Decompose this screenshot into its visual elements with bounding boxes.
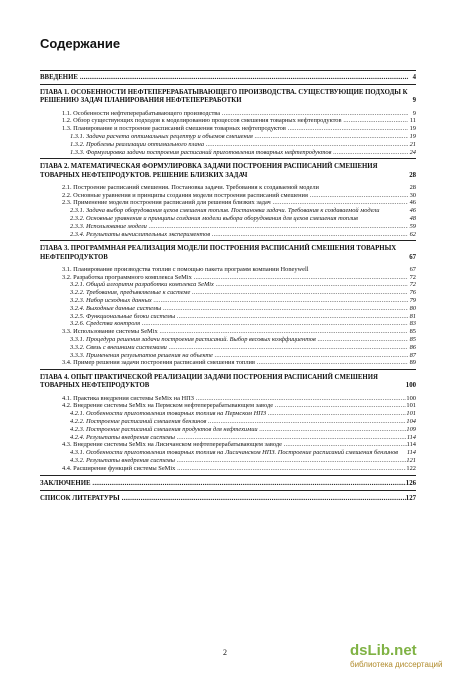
toc-page-number: 72 (409, 273, 416, 281)
toc-page-number: 127 (405, 494, 416, 502)
toc-page-number: 59 (409, 222, 416, 230)
toc-entry-title: ГЛАВА 2. МАТЕМАТИЧЕСКАЯ ФОРМУЛИРОВКА ЗАДАЧИ ПОСТРОЕНИЯ РАСПИСАНИЙ СМЕШЕНИЯ ТОВАРНЫХ НЕФТЕПРОДУКТОВ. РЕШЕНИЕ БЛИЗКИХ ЗАДАЧ (40, 163, 378, 179)
toc-entry-conclusion[interactable] (40, 478, 416, 488)
toc-entry-2-3-4[interactable] (40, 231, 416, 239)
toc-entry-title: ЗАКЛЮЧЕНИЕ ..... (40, 480, 406, 488)
toc-page-number: 4 (412, 74, 416, 81)
toc-page-number: 83 (409, 320, 416, 328)
toc-entry-4-2-4[interactable] (40, 434, 416, 442)
toc-entry-title: 2.3.2. Основные уравнения и принципы создания модели выбора оборудования для цехов смешения топлив (70, 214, 358, 222)
toc-entry-title: 1.3.2. Проблемы реализации оптимального плана ..... (70, 141, 408, 149)
toc-entry-title: ВВЕДЕНИЕ ..... (40, 74, 408, 82)
page-number: 2 (223, 648, 227, 657)
toc-entry-title: 4.2. Внедрение системы SeMix на Пермском нефтеперерабатывающем заводе ..... (62, 402, 406, 410)
toc-page-number: 24 (409, 148, 416, 156)
toc-page-number: 9 (412, 109, 416, 117)
toc-page-number: 11 (409, 117, 416, 125)
toc-entry-1-3-3[interactable] (40, 149, 416, 157)
toc-page-number: 48 (409, 214, 416, 222)
toc-entry-4-1[interactable] (40, 395, 416, 403)
toc-entry-title: 2.2. Основные уравнения и принципы создания модели построения расписаний смешения ..... (62, 192, 408, 200)
toc-entry-4-2[interactable] (40, 402, 416, 410)
divider (40, 369, 416, 370)
toc-entry-title: 3.2.3. Набор исходных данных ..... (70, 297, 408, 305)
toc-entry-3-2-3[interactable] (40, 297, 416, 305)
toc-entry-title: 2.3.1. Задача выбор оборудования цехов смешения топлив. Постановка задачи. Требования к создаваемой модели (70, 207, 380, 215)
toc-entry-title: 4.1. Практика внедрения системы SeMix на НПЗ ..... (62, 395, 406, 403)
toc-entry-references[interactable] (40, 493, 416, 503)
toc-page-number: 101 (406, 410, 416, 418)
toc-entry-2-3[interactable] (40, 199, 416, 207)
toc-entry-4-3-2[interactable] (40, 457, 416, 465)
toc-entry-intro[interactable] (40, 72, 416, 82)
toc-page-number: 21 (409, 140, 416, 148)
toc-entry-3-4[interactable] (40, 359, 416, 367)
toc-entry-1-1[interactable] (40, 110, 416, 118)
toc-entry-3-2-2[interactable] (40, 289, 416, 297)
toc-page-number: 86 (409, 343, 416, 351)
toc-page-number: 85 (409, 335, 416, 343)
toc-entry-title: 3.3. Использование системы SeMix ..... (62, 328, 408, 336)
watermark-logo: dsLib.net (350, 642, 417, 659)
toc-entry-title: 2.3.3. Использование модели ..... (70, 223, 408, 231)
toc-entry-title: 2.3. Применение модели построения расписаний для решения близких задач ..... (62, 199, 408, 207)
toc-page-number: 46 (409, 207, 416, 215)
toc-page-number: 109 (406, 425, 416, 433)
toc-entry-title: 4.3. Внедрение системы SeMix на Лисичанском нефтеперерабатывающем заводе ..... (62, 441, 407, 449)
toc-page-number: 9 (412, 97, 416, 105)
toc-entry-title: 2.1. Построение расписаний смешения. Постановка задачи. Требования к создаваемой модели (62, 183, 319, 191)
toc-entry-3-2-4[interactable] (40, 305, 416, 313)
toc-page-number: 72 (409, 281, 416, 289)
toc-entry-title: 4.3.2. Результаты внедрения системы ..... (70, 457, 406, 465)
table-of-contents (40, 72, 416, 503)
toc-entry-4-3-1[interactable] (40, 449, 416, 457)
toc-entry-2-3-2[interactable] (40, 215, 416, 223)
toc-page-number: 80 (409, 304, 416, 312)
toc-entry-title: ГЛАВА 1. ОСОБЕННОСТИ НЕФТЕПЕРЕРАБАТЫВАЮЩЕГО ПРОИЗВОДСТВА. СУЩЕСТВУЮЩИЕ ПОДХОДЫ К РЕШЕНИЮ ЗАДАЧ ПЛАНИРОВАНИЯ НЕФТЕПЕРЕРАБОТКИ (40, 89, 408, 105)
toc-page-number: 19 (409, 125, 416, 133)
toc-entry-title: 4.2.3. Построение расписаний смешения продуктов для нефтехимии ..... (70, 426, 406, 434)
toc-entry-title: 1.2. Обзор существующих подходов к моделированию процессов смешения товарных нефтепродуктов ..... (62, 117, 408, 125)
toc-entry-title: 2.3.4. Результаты вычислительных экспериментов ..... (70, 231, 408, 239)
toc-page-number: 87 (409, 351, 416, 359)
toc-entry-chapter-4[interactable] (40, 372, 416, 390)
toc-entry-2-3-1[interactable] (40, 207, 416, 215)
page-title: Содержание (40, 36, 121, 51)
toc-page-number: 28 (409, 183, 416, 191)
toc-entry-3-3-2[interactable] (40, 344, 416, 352)
toc-entry-1-3[interactable] (40, 125, 416, 133)
toc-page-number: 126 (405, 479, 416, 487)
toc-entry-1-3-2[interactable] (40, 141, 416, 149)
toc-entry-title: 3.2. Разработка программного комплекса SeMix ..... (62, 274, 408, 282)
toc-page-number: 67 (409, 265, 416, 273)
toc-entry-title: ГЛАВА 3. ПРОГРАММНАЯ РЕАЛИЗАЦИЯ МОДЕЛИ ПОСТРОЕНИЯ РАСПИСАНИЙ СМЕШЕНИЯ ТОВАРНЫХ НЕФТЕПРОДУКТОВ (40, 245, 397, 261)
toc-entry-3-2-5[interactable] (40, 313, 416, 321)
toc-entry-1-2[interactable] (40, 117, 416, 125)
toc-page-number: 46 (409, 199, 416, 207)
toc-entry-title: 3.2.1. Общий алгоритм разработки комплекса SeMix ..... (70, 281, 408, 289)
toc-entry-title: 4.4. Расширение функций системы SeMix ..... (62, 465, 406, 473)
toc-page-number: 85 (409, 328, 416, 336)
toc-page-number: 30 (409, 191, 416, 199)
toc-entry-3-2-1[interactable] (40, 281, 416, 289)
watermark (350, 640, 446, 674)
toc-entry-title: 1.1. Особенности нефтеперерабатывающего производства ..... (62, 110, 408, 118)
toc-entry-4-2-1[interactable] (40, 410, 416, 418)
toc-entry-title: 1.3.3. Формулировка задачи построения расписаний приготовления товарных нефтепродуктов ..... (70, 149, 408, 157)
toc-entry-4-4[interactable] (40, 465, 416, 473)
toc-entry-3-3-1[interactable] (40, 336, 416, 344)
toc-page-number: 100 (405, 382, 416, 390)
toc-entry-title: 3.2.2. Требования, предъявляемые к системе ..... (70, 289, 408, 297)
toc-entry-3-3[interactable] (40, 328, 416, 336)
top-rule (40, 70, 416, 71)
toc-entry-2-2[interactable] (40, 192, 416, 200)
toc-page-number: 76 (409, 289, 416, 297)
toc-entry-title: СПИСОК ЛИТЕРАТУРЫ ..... (40, 495, 406, 503)
toc-entry-chapter-3[interactable] (40, 243, 416, 261)
toc-page-number: 62 (409, 230, 416, 238)
toc-entry-title: ГЛАВА 4. ОПЫТ ПРАКТИЧЕСКОЙ РЕАЛИЗАЦИИ ЗАДАЧИ ПОСТРОЕНИЯ РАСПИСАНИЙ СМЕШЕНИЯ ТОВАРНЫХ НЕФТЕПРОДУКТОВ (40, 374, 378, 390)
toc-entry-title: 4.2.2. Построение расписаний смешения бензинов ..... (70, 418, 406, 426)
toc-entry-title: 3.4. Пример решения задачи построения расписаний смешения топлив ..... (62, 359, 408, 367)
toc-entry-title: 4.2.1. Особенности приготовления товарных топлив на Пермском НПЗ ..... (70, 410, 406, 418)
toc-entry-3-3-3[interactable] (40, 352, 416, 360)
toc-page-number: 114 (406, 449, 416, 457)
toc-entry-title: 1.3. Планирование и построение расписаний смешения товарных нефтепродуктов ..... (62, 125, 408, 133)
toc-entry-title: 3.2.5. Функциональные блоки системы ..... (70, 313, 408, 321)
toc-page-number: 122 (406, 464, 416, 472)
divider (40, 490, 416, 491)
toc-page-number: 101 (406, 402, 416, 410)
toc-entry-chapter-2[interactable] (40, 161, 416, 179)
toc-entry-3-2[interactable] (40, 274, 416, 282)
toc-page-number: 67 (409, 253, 416, 261)
toc-page-number: 19 (409, 133, 416, 140)
toc-page-number: 114 (406, 433, 416, 441)
toc-entry-4-2-3[interactable] (40, 426, 416, 434)
divider (40, 475, 416, 476)
toc-entry-title: 3.3.1. Процедура решения задачи построения расписаний. Выбор весовых коэффициентов ..... (70, 336, 408, 344)
toc-entry-title: 1.3.1. Задача расчета оптимальных рецептур и объемов смешения ..... (70, 133, 408, 141)
toc-entry-title: 3.3.3. Применения результатов решения на объекте ..... (70, 352, 408, 360)
toc-page-number: 114 (406, 441, 416, 449)
watermark-subtitle: библиотека диссертаций (350, 660, 443, 669)
toc-entry-title: 3.2.4. Выходные данные системы ..... (70, 305, 408, 313)
toc-entry-1-3-1[interactable] (40, 133, 416, 141)
toc-entry-chapter-1[interactable] (40, 87, 416, 105)
toc-page-number: 79 (409, 296, 416, 304)
toc-page-number: 100 (406, 394, 416, 402)
toc-entry-4-3[interactable] (40, 441, 416, 449)
divider (40, 84, 416, 85)
toc-entry-title: 3.2.6. Средства контроля ..... (70, 320, 408, 328)
toc-entry-title: 4.3.1. Особенности приготовления товарных топлив на Лисичанском НПЗ. Построение расписаний смешения бензинов (70, 449, 399, 457)
toc-entry-2-3-3[interactable] (40, 223, 416, 231)
toc-entry-title: 3.3.2. Связь с внешними системами ..... (70, 344, 408, 352)
toc-entry-2-1[interactable] (40, 184, 416, 192)
toc-entry-3-1[interactable] (40, 266, 416, 274)
toc-entry-title: 4.2.4. Результаты внедрения системы ..... (70, 434, 407, 442)
toc-page-number: 89 (409, 359, 416, 367)
toc-page-number: 104 (406, 417, 416, 425)
divider (40, 240, 416, 241)
divider (40, 158, 416, 159)
toc-page-number: 81 (409, 312, 416, 320)
toc-entry-title: 3.1. Планирование производства топлив с помощью пакета программ компании Honeywell (62, 265, 309, 273)
toc-page-number: 121 (406, 456, 416, 464)
toc-page-number: 28 (409, 171, 416, 179)
toc-entry-3-2-6[interactable] (40, 320, 416, 328)
toc-entry-4-2-2[interactable] (40, 418, 416, 426)
